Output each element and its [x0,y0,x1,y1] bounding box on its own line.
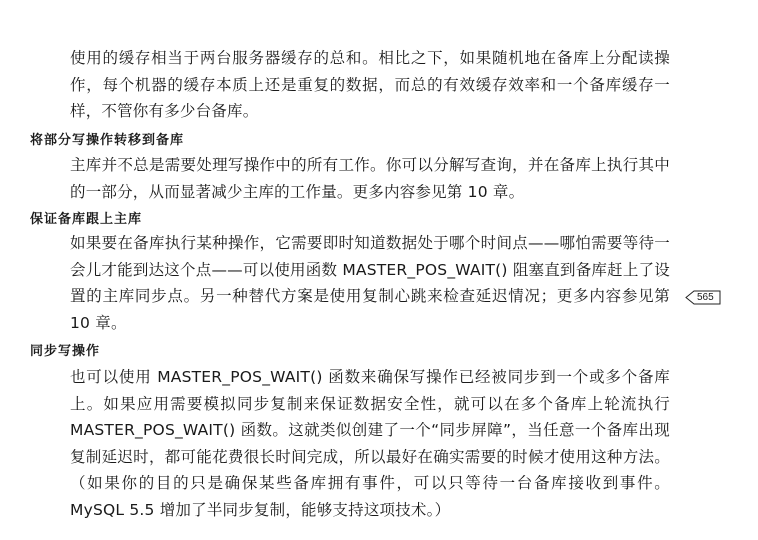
heading-offload-writes: 将部分写操作转移到备库 [30,133,185,148]
paragraph-offload-writes: 主库并不总是需要处理写操作中的所有工作。你可以分解写查询，并在备库上执行其中的一部分，从而显著减少主库的工作量。更多内容参见第 10 章。 [70,156,670,201]
heading-sync-writes: 同步写操作 [30,344,101,359]
page-number-badge [685,290,721,305]
paragraph-cache-sum: 使用的缓存相当于两台服务器缓存的总和。相比之下，如果随机地在备库上分配读操作，每个机器的缓存本质上还是重复的数据，而总的有效缓存效率和一个备库缓存一样，不管你有多少台备库。 [70,49,670,120]
paragraph-replica-catch-up: 如果要在备库执行某种操作，它需要即时知道数据处于哪个时间点——哪怕需要等待一会儿才能到达这个点——可以使用函数 MASTER_POS_WAIT() 阻塞直到备库赶上了设置的主库同步点。另一种替代方案是使用复制心跳来检查延迟情况；更多内容参见第 10 章。 [70,234,670,332]
heading-replica-catch-up: 保证备库跟上主库 [30,212,143,227]
page-number: 565 [697,292,714,303]
paragraph-sync-writes: 也可以使用 MASTER_POS_WAIT() 函数来确保写操作已经被同步到一个或多个备库上。如果应用需要模拟同步复制来保证数据安全性，就可以在多个备库上轮流执行 MASTER_POS_WAIT() 函数。这就类似创建了一个“同步屏障”，当任意一个备库出现复制延迟时，都可能花费很长时间完成，所以最好在确实需要的时候才使用这种方法。（如果你的目的只是确保某些备库拥有事件，可以只等待一台备库接收到事件。MySQL 5.5 增加了半同步复制，能够支持这项技术。） [70,368,670,519]
